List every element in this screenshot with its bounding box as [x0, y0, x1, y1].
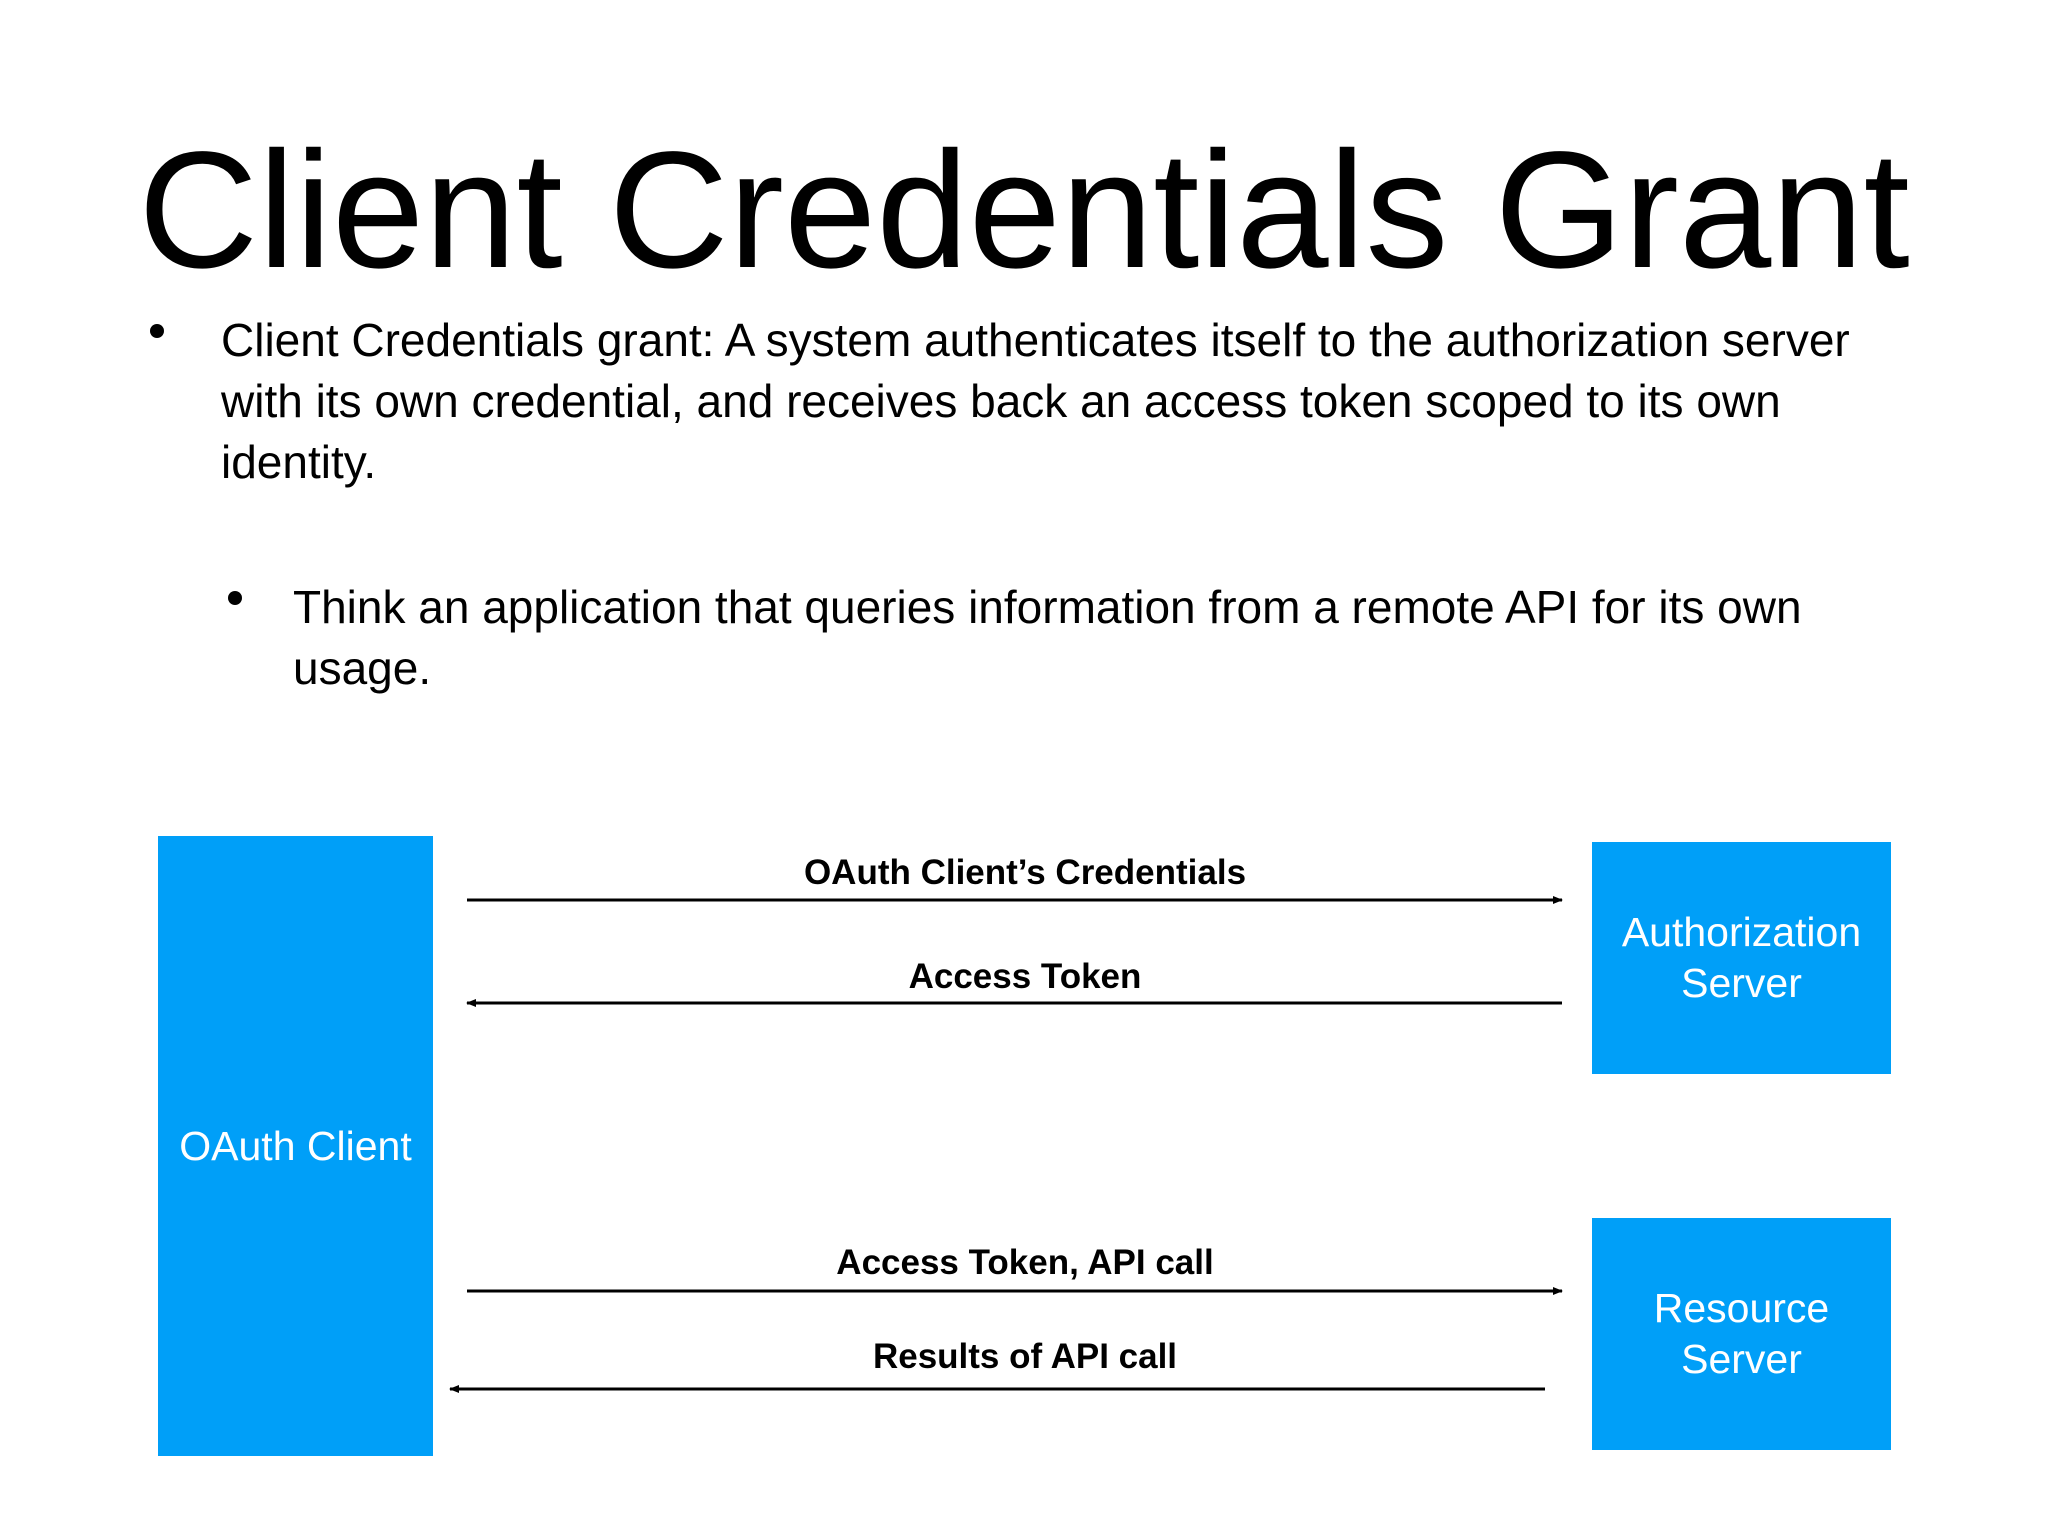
bullet-item-2	[228, 577, 1910, 699]
flow-label-access-token: Access Token	[908, 957, 1142, 996]
resource-server-label: Resource Server	[1653, 1285, 1830, 1382]
oauth-client-node	[158, 836, 433, 1456]
bullet-dot-icon	[228, 591, 242, 605]
flow-label-api-results: Results of API call	[872, 1337, 1178, 1376]
resource-server-node	[1592, 1218, 1891, 1450]
oauth-client-label: OAuth Client	[179, 1122, 412, 1169]
slide-title: Client Credentials Grant	[138, 118, 1910, 303]
bullet-text-1: Client Credentials grant: A system authenticates itself to the authorization server with its own credential, and receives back an access token scoped to its own identity.	[221, 314, 1850, 488]
authorization-server-node	[1592, 842, 1891, 1074]
flow-label-client-credentials: OAuth Client’s Credentials	[803, 853, 1247, 892]
bullet-item-1	[150, 310, 1910, 493]
authorization-server-label: Authorization Server	[1621, 909, 1862, 1006]
bullet-text-2: Think an application that queries information from a remote API for its own usage.	[293, 581, 1802, 694]
bullet-dot-icon	[150, 324, 164, 338]
flow-label-api-call: Access Token, API call	[836, 1243, 1214, 1282]
